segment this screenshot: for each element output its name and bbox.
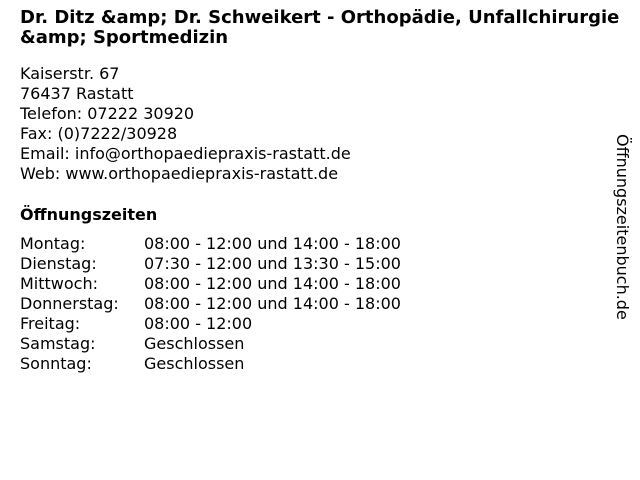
hours-row [20, 234, 401, 254]
hours-row [20, 274, 401, 294]
phone-number: Telefon: 07222 30920 [20, 104, 195, 123]
hours-time: 07:30 - 12:00 und 13:30 - 15:00 [144, 254, 401, 273]
hours-row [20, 354, 401, 374]
hours-day: Samstag: [20, 334, 96, 353]
hours-day: Donnerstag: [20, 294, 119, 313]
hours-row [20, 334, 401, 354]
business-title: Dr. Ditz &amp; Dr. Schweikert - Orthopädie, Unfallchirurgie &amp; Sportmedizin [20, 7, 620, 48]
fax-number: Fax: (0)7222/30928 [20, 124, 178, 143]
contact-block [20, 64, 351, 184]
hours-day: Montag: [20, 234, 86, 253]
hours-time: Geschlossen [144, 334, 245, 353]
email-address: Email: info@orthopaediepraxis-rastatt.de [20, 144, 351, 163]
hours-time: Geschlossen [144, 354, 245, 373]
hours-row [20, 254, 401, 274]
website-address: Web: www.orthopaediepraxis-rastatt.de [20, 164, 339, 183]
hours-row [20, 314, 401, 334]
hours-day: Freitag: [20, 314, 81, 333]
hours-time: 08:00 - 12:00 und 14:00 - 18:00 [144, 294, 401, 313]
watermark-text: Öffnungszeitenbuch.de [613, 134, 632, 320]
hours-time: 08:00 - 12:00 [144, 314, 253, 333]
hours-day: Mittwoch: [20, 274, 98, 293]
hours-time: 08:00 - 12:00 und 14:00 - 18:00 [144, 274, 401, 293]
hours-day: Sonntag: [20, 354, 92, 373]
hours-row [20, 294, 401, 314]
hours-day: Dienstag: [20, 254, 97, 273]
hours-time: 08:00 - 12:00 und 14:00 - 18:00 [144, 234, 401, 253]
street-address: Kaiserstr. 67 [20, 64, 120, 83]
hours-table [20, 234, 401, 374]
city-address: 76437 Rastatt [20, 84, 134, 103]
hours-heading: Öffnungszeiten [20, 205, 158, 224]
